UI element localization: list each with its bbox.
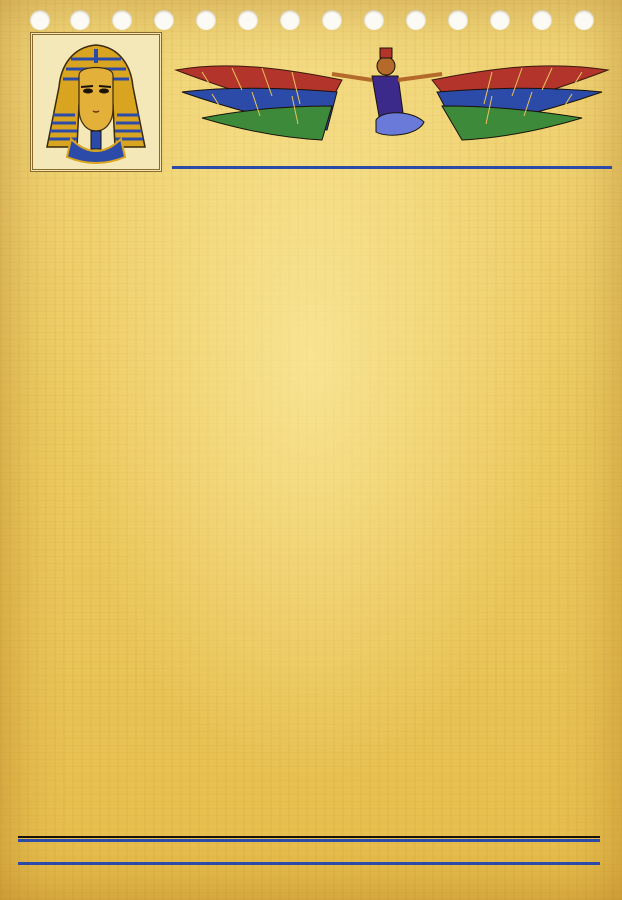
punch-hole <box>532 10 552 30</box>
punch-hole <box>196 10 216 30</box>
punch-hole <box>238 10 258 30</box>
punch-holes <box>30 6 610 30</box>
pharaoh-mask-stamp <box>30 32 162 172</box>
punch-hole <box>490 10 510 30</box>
punch-hole <box>70 10 90 30</box>
punch-hole <box>406 10 426 30</box>
lotus-border-icon <box>172 148 612 170</box>
punch-hole <box>280 10 300 30</box>
punch-hole <box>322 10 342 30</box>
winged-goddess-icon <box>172 40 612 150</box>
punch-hole <box>30 10 50 30</box>
punch-hole <box>364 10 384 30</box>
punch-hole <box>154 10 174 30</box>
pharaoh-mask-icon <box>33 35 159 169</box>
punch-hole <box>448 10 468 30</box>
punch-hole <box>574 10 594 30</box>
bird-lotus-border-icon <box>18 818 600 866</box>
punch-hole <box>112 10 132 30</box>
